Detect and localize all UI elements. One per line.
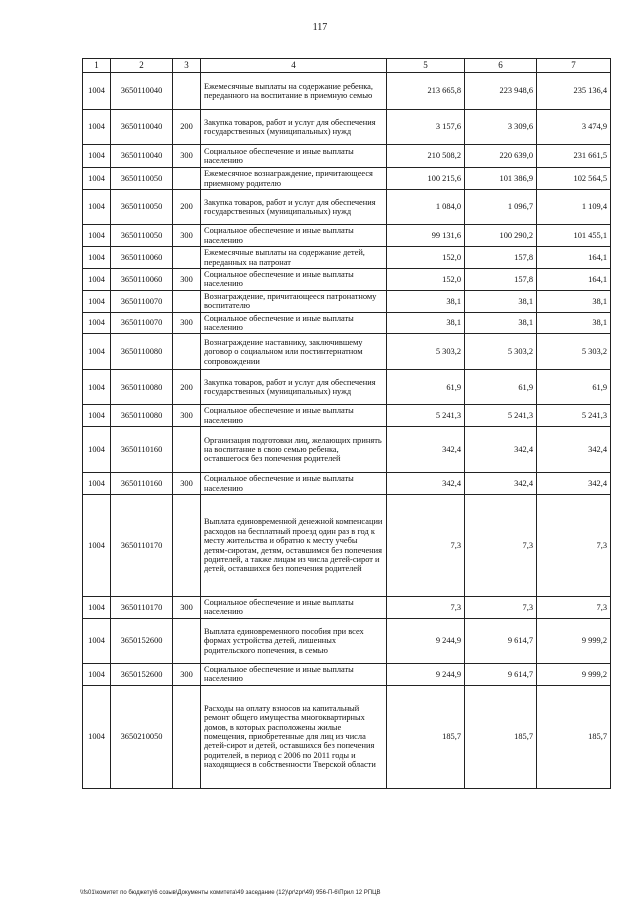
item-name-cell: Ежемесячные выплаты на содержание детей, переданных на патронат [201, 247, 387, 269]
expense-kind-cell: 300 [173, 473, 201, 495]
amount-year1-cell: 342,4 [387, 473, 465, 495]
footer-file-path: \\fs01\комитет по бюджету\6 созыв\Документы комитета\49 заседание (12)\pr\zpr\49) 956-П-6\Прил 12 РПЦВ [80, 890, 381, 896]
expense-kind-cell: 300 [173, 269, 201, 291]
expense-kind-cell: 300 [173, 312, 201, 334]
item-name-cell: Социальное обеспечение и иные выплаты населению [201, 225, 387, 247]
expense-kind-cell [173, 168, 201, 190]
amount-year3-cell: 7,3 [537, 597, 611, 619]
section-code-cell: 1004 [83, 190, 111, 225]
target-article-cell: 3650110070 [111, 290, 173, 312]
expense-kind-cell: 300 [173, 225, 201, 247]
section-code-cell: 1004 [83, 370, 111, 405]
amount-year2-cell: 7,3 [465, 597, 537, 619]
section-code-cell: 1004 [83, 597, 111, 619]
amount-year2-cell: 7,3 [465, 495, 537, 597]
table-row [83, 290, 611, 312]
amount-year3-cell: 3 474,9 [537, 110, 611, 145]
section-code-cell: 1004 [83, 334, 111, 370]
amount-year2-cell: 223 948,6 [465, 73, 537, 110]
item-name-cell: Социальное обеспечение и иные выплаты населению [201, 269, 387, 291]
amount-year3-cell: 235 136,4 [537, 73, 611, 110]
item-name-cell: Социальное обеспечение и иные выплаты населению [201, 597, 387, 619]
amount-year2-cell: 185,7 [465, 685, 537, 788]
item-name-cell: Расходы на оплату взносов на капитальный ремонт общего имущества многоквартирных домов, в которых расположены жилые помещения, приобретенные для лиц из числа детей-сирот и детей, оставшихся без попечения родителей, в период с 2006 по 2011 годы и находящиеся в собственности Тверской области [201, 685, 387, 788]
item-name-cell: Социальное обеспечение и иные выплаты населению [201, 663, 387, 685]
target-article-cell: 3650110040 [111, 145, 173, 168]
item-name-cell: Закупка товаров, работ и услуг для обеспечения государственных (муниципальных) нужд [201, 110, 387, 145]
amount-year3-cell: 38,1 [537, 290, 611, 312]
item-name-cell: Выплата единовременной денежной компенсации расходов на бесплатный проезд один раз в год к месту жительства и обратно к месту учебы детям-сиротам, детям, оставшимся без попечения родителей, а также лицам из числа детей-сирот и детей, оставшихся без попечения родителей [201, 495, 387, 597]
amount-year1-cell: 210 508,2 [387, 145, 465, 168]
amount-year1-cell: 152,0 [387, 247, 465, 269]
amount-year1-cell: 7,3 [387, 495, 465, 597]
amount-year2-cell: 220 639,0 [465, 145, 537, 168]
expense-kind-cell [173, 247, 201, 269]
amount-year2-cell: 157,8 [465, 247, 537, 269]
amount-year3-cell: 9 999,2 [537, 618, 611, 663]
expense-kind-cell: 300 [173, 145, 201, 168]
item-name-cell: Социальное обеспечение и иные выплаты населению [201, 473, 387, 495]
column-header: 7 [537, 59, 611, 73]
section-code-cell: 1004 [83, 427, 111, 473]
amount-year1-cell: 9 244,9 [387, 618, 465, 663]
amount-year2-cell: 342,4 [465, 427, 537, 473]
amount-year2-cell: 1 096,7 [465, 190, 537, 225]
target-article-cell: 3650110050 [111, 225, 173, 247]
amount-year2-cell: 5 303,2 [465, 334, 537, 370]
target-article-cell: 3650152600 [111, 663, 173, 685]
amount-year2-cell: 100 290,2 [465, 225, 537, 247]
amount-year1-cell: 342,4 [387, 427, 465, 473]
target-article-cell: 3650110080 [111, 405, 173, 427]
table-row [83, 312, 611, 334]
table-row [83, 685, 611, 788]
table-row [83, 618, 611, 663]
item-name-cell: Вознаграждение, причитающееся патронатному воспитателю [201, 290, 387, 312]
section-code-cell: 1004 [83, 663, 111, 685]
table-row [83, 110, 611, 145]
table-row [83, 405, 611, 427]
amount-year3-cell: 164,1 [537, 247, 611, 269]
table-row [83, 473, 611, 495]
amount-year3-cell: 102 564,5 [537, 168, 611, 190]
amount-year3-cell: 5 303,2 [537, 334, 611, 370]
section-code-cell: 1004 [83, 145, 111, 168]
amount-year3-cell: 164,1 [537, 269, 611, 291]
amount-year3-cell: 342,4 [537, 427, 611, 473]
section-code-cell: 1004 [83, 290, 111, 312]
amount-year2-cell: 38,1 [465, 290, 537, 312]
amount-year3-cell: 61,9 [537, 370, 611, 405]
table-row [83, 168, 611, 190]
amount-year2-cell: 157,8 [465, 269, 537, 291]
amount-year1-cell: 100 215,6 [387, 168, 465, 190]
target-article-cell: 3650110060 [111, 269, 173, 291]
column-header: 5 [387, 59, 465, 73]
amount-year2-cell: 342,4 [465, 473, 537, 495]
target-article-cell: 3650152600 [111, 618, 173, 663]
section-code-cell: 1004 [83, 405, 111, 427]
amount-year3-cell: 342,4 [537, 473, 611, 495]
budget-table [82, 58, 611, 789]
table-row [83, 190, 611, 225]
target-article-cell: 3650110170 [111, 495, 173, 597]
amount-year1-cell: 99 131,6 [387, 225, 465, 247]
amount-year3-cell: 9 999,2 [537, 663, 611, 685]
section-code-cell: 1004 [83, 618, 111, 663]
expense-kind-cell [173, 290, 201, 312]
target-article-cell: 3650110050 [111, 168, 173, 190]
section-code-cell: 1004 [83, 685, 111, 788]
item-name-cell: Ежемесячное вознаграждение, причитающееся приемному родителю [201, 168, 387, 190]
amount-year1-cell: 152,0 [387, 269, 465, 291]
expense-kind-cell: 200 [173, 110, 201, 145]
expense-kind-cell [173, 618, 201, 663]
target-article-cell: 3650110170 [111, 597, 173, 619]
expense-kind-cell [173, 495, 201, 597]
table-row [83, 334, 611, 370]
amount-year1-cell: 185,7 [387, 685, 465, 788]
amount-year1-cell: 213 665,8 [387, 73, 465, 110]
target-article-cell: 3650110050 [111, 190, 173, 225]
table-row [83, 269, 611, 291]
table-row [83, 247, 611, 269]
section-code-cell: 1004 [83, 168, 111, 190]
amount-year2-cell: 9 614,7 [465, 663, 537, 685]
amount-year3-cell: 38,1 [537, 312, 611, 334]
amount-year1-cell: 3 157,6 [387, 110, 465, 145]
item-name-cell: Ежемесячные выплаты на содержание ребенка, переданного на воспитание в приемную семью [201, 73, 387, 110]
section-code-cell: 1004 [83, 473, 111, 495]
amount-year1-cell: 38,1 [387, 312, 465, 334]
amount-year2-cell: 9 614,7 [465, 618, 537, 663]
expense-kind-cell [173, 427, 201, 473]
column-header: 3 [173, 59, 201, 73]
table-row [83, 495, 611, 597]
target-article-cell: 3650110080 [111, 370, 173, 405]
amount-year3-cell: 231 661,5 [537, 145, 611, 168]
expense-kind-cell [173, 73, 201, 110]
target-article-cell: 3650210050 [111, 685, 173, 788]
target-article-cell: 3650110080 [111, 334, 173, 370]
amount-year1-cell: 1 084,0 [387, 190, 465, 225]
section-code-cell: 1004 [83, 73, 111, 110]
section-code-cell: 1004 [83, 495, 111, 597]
item-name-cell: Закупка товаров, работ и услуг для обеспечения государственных (муниципальных) нужд [201, 370, 387, 405]
expense-kind-cell [173, 334, 201, 370]
table-row [83, 73, 611, 110]
table-row [83, 370, 611, 405]
section-code-cell: 1004 [83, 312, 111, 334]
amount-year3-cell: 5 241,3 [537, 405, 611, 427]
column-header: 6 [465, 59, 537, 73]
column-header: 2 [111, 59, 173, 73]
item-name-cell: Вознаграждение наставнику, заключившему договор о социальном или постинтернатном сопровождении [201, 334, 387, 370]
target-article-cell: 3650110160 [111, 427, 173, 473]
expense-kind-cell: 300 [173, 597, 201, 619]
item-name-cell: Социальное обеспечение и иные выплаты населению [201, 312, 387, 334]
amount-year2-cell: 101 386,9 [465, 168, 537, 190]
expense-kind-cell: 200 [173, 190, 201, 225]
page-number: 117 [312, 22, 328, 33]
table-row [83, 597, 611, 619]
amount-year2-cell: 38,1 [465, 312, 537, 334]
target-article-cell: 3650110040 [111, 73, 173, 110]
amount-year3-cell: 185,7 [537, 685, 611, 788]
item-name-cell: Выплата единовременного пособия при всех формах устройства детей, лишенных родительского попечения, в семью [201, 618, 387, 663]
item-name-cell: Социальное обеспечение и иные выплаты населению [201, 145, 387, 168]
amount-year1-cell: 9 244,9 [387, 663, 465, 685]
table-header-row [83, 59, 611, 73]
target-article-cell: 3650110040 [111, 110, 173, 145]
amount-year1-cell: 5 241,3 [387, 405, 465, 427]
item-name-cell: Организация подготовки лиц, желающих принять на воспитание в свою семью ребенка, оставшегося без попечения родителей [201, 427, 387, 473]
amount-year2-cell: 5 241,3 [465, 405, 537, 427]
expense-kind-cell: 300 [173, 405, 201, 427]
section-code-cell: 1004 [83, 225, 111, 247]
column-header: 1 [83, 59, 111, 73]
table-row [83, 225, 611, 247]
amount-year3-cell: 101 455,1 [537, 225, 611, 247]
amount-year1-cell: 7,3 [387, 597, 465, 619]
amount-year1-cell: 38,1 [387, 290, 465, 312]
column-header: 4 [201, 59, 387, 73]
amount-year3-cell: 7,3 [537, 495, 611, 597]
target-article-cell: 3650110160 [111, 473, 173, 495]
amount-year2-cell: 3 309,6 [465, 110, 537, 145]
amount-year1-cell: 5 303,2 [387, 334, 465, 370]
amount-year2-cell: 61,9 [465, 370, 537, 405]
table-row [83, 145, 611, 168]
table-row [83, 427, 611, 473]
item-name-cell: Закупка товаров, работ и услуг для обеспечения государственных (муниципальных) нужд [201, 190, 387, 225]
amount-year3-cell: 1 109,4 [537, 190, 611, 225]
section-code-cell: 1004 [83, 247, 111, 269]
expense-kind-cell [173, 685, 201, 788]
table-row [83, 663, 611, 685]
target-article-cell: 3650110060 [111, 247, 173, 269]
expense-kind-cell: 300 [173, 663, 201, 685]
amount-year1-cell: 61,9 [387, 370, 465, 405]
section-code-cell: 1004 [83, 269, 111, 291]
section-code-cell: 1004 [83, 110, 111, 145]
expense-kind-cell: 200 [173, 370, 201, 405]
item-name-cell: Социальное обеспечение и иные выплаты населению [201, 405, 387, 427]
target-article-cell: 3650110070 [111, 312, 173, 334]
